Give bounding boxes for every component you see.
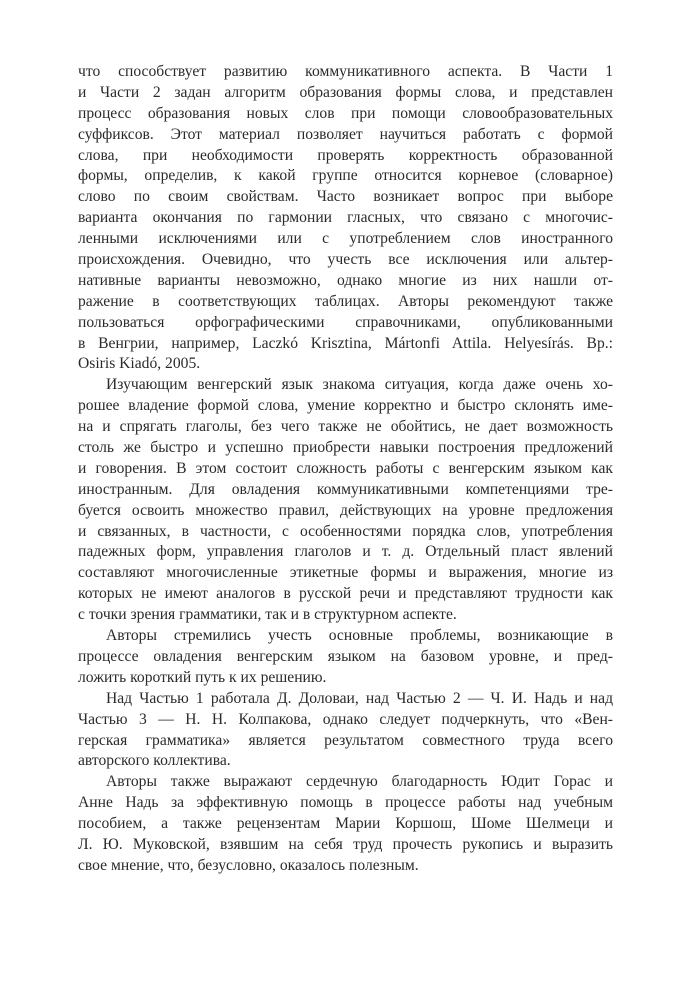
text-line: Анне Надь за эффективную помощь в процессе работы над учебным: [78, 794, 613, 812]
text-line: слово по своим свойствам. Часто возникает вопрос при выборе: [78, 188, 613, 206]
text-line: что способствует развитию коммуникативного аспекта. В Части 1: [78, 63, 613, 80]
text-line: иностранным. Для овладения коммуникативными компетенциями тре-: [78, 480, 613, 498]
text-line: на и спрягать глаголы, без чего также не обойтись, не дает возможность: [78, 418, 613, 436]
text-line: и говорения. В этом состоит сложность работы с венгерским языком как: [78, 459, 613, 477]
text-line: слова, при необходимости проверять корректность образованной: [78, 146, 613, 164]
text-line: происхождения. Очевидно, что учесть все исключения или альтер-: [78, 251, 613, 269]
text-line: ленными исключениями или с употреблением слов иностранного: [78, 230, 613, 248]
text-line: Л. Ю. Муковской, взявшим на себя труд прочесть рукопись и выразить: [78, 835, 613, 853]
text-line: которых не имеют аналогов в русской речи и представляют трудности как: [78, 585, 613, 603]
text-line: пользоваться орфографическими справочниками, опубликованными: [78, 313, 613, 331]
text-line: авторского коллектива.: [78, 752, 231, 770]
paragraph: [78, 375, 613, 626]
text-line: падежных форм, управления глаголов и т. д. Отдельный пласт явлений: [78, 543, 613, 561]
text-line: процесс образования новых слов при помощи словообразовательных: [78, 104, 613, 122]
text-line: пособием, а также рецензентам Марии Коршош, Шоме Шелмеци и: [78, 815, 613, 833]
text-line: и Части 2 задан алгоритм образования формы слова, и представлен: [78, 83, 613, 101]
text-line: Авторы стремились учесть основные проблемы, возникающие в: [106, 627, 613, 645]
text-line: суффиксов. Этот материал позволяет научиться работать с формой: [78, 125, 613, 143]
text-line: ражение в соответствующих таблицах. Авторы рекомендуют также: [78, 292, 613, 310]
text-line: столь же быстро и успешно приобрести навыки построения предложений: [78, 439, 613, 457]
text-line: рошее владение формой слова, умение корректно и быстро склонять име-: [78, 397, 613, 415]
text-line: Osiris Kiadó, 2005.: [78, 355, 201, 373]
document-page: [78, 62, 613, 877]
text-line: свое мнение, что, безусловно, оказалось полезным.: [78, 856, 419, 874]
paragraph: [78, 772, 613, 876]
text-line: в Венгрии, например, Laczkó Krisztina, Mártonfi Attila. Helyesírás. Bp.:: [78, 334, 613, 352]
paragraph: [78, 626, 613, 689]
text-line: формы, определив, к какой группе относится корневое (словарное): [78, 167, 613, 185]
text-line: с точки зрения грамматики, так и в структурном аспекте.: [78, 606, 457, 624]
paragraph: [78, 689, 613, 773]
text-line: Авторы также выражают сердечную благодарность Юдит Горас и: [106, 773, 613, 791]
text-line: варианта окончания по гармонии гласных, что связано с многочис-: [78, 209, 613, 227]
text-line: процессе овладения венгерским языком на базовом уровне, и пред-: [78, 647, 613, 665]
text-line: Над Частью 1 работала Д. Доловаи, над Частью 2 — Ч. И. Надь и над: [106, 689, 613, 707]
paragraph: [78, 62, 613, 375]
text-line: буется освоить множество правил, действующих на уровне предложения: [78, 501, 613, 519]
text-line: Изучающим венгерский язык знакома ситуация, когда даже очень хо-: [106, 376, 613, 394]
text-line: составляют многочисленные этикетные формы и выражения, многие из: [78, 564, 613, 582]
text-line: Частью 3 — Н. Н. Колпакова, однако следует подчеркнуть, что «Вен-: [78, 710, 613, 728]
text-line: ложить короткий путь к их решению.: [78, 668, 327, 686]
text-line: герская грамматика» является результатом совместного труда всего: [78, 731, 613, 749]
text-line: и связанных, в частности, с особенностями порядка слов, употребления: [78, 522, 613, 540]
text-line: нативные варианты невозможно, однако многие из них нашли от-: [78, 271, 613, 289]
